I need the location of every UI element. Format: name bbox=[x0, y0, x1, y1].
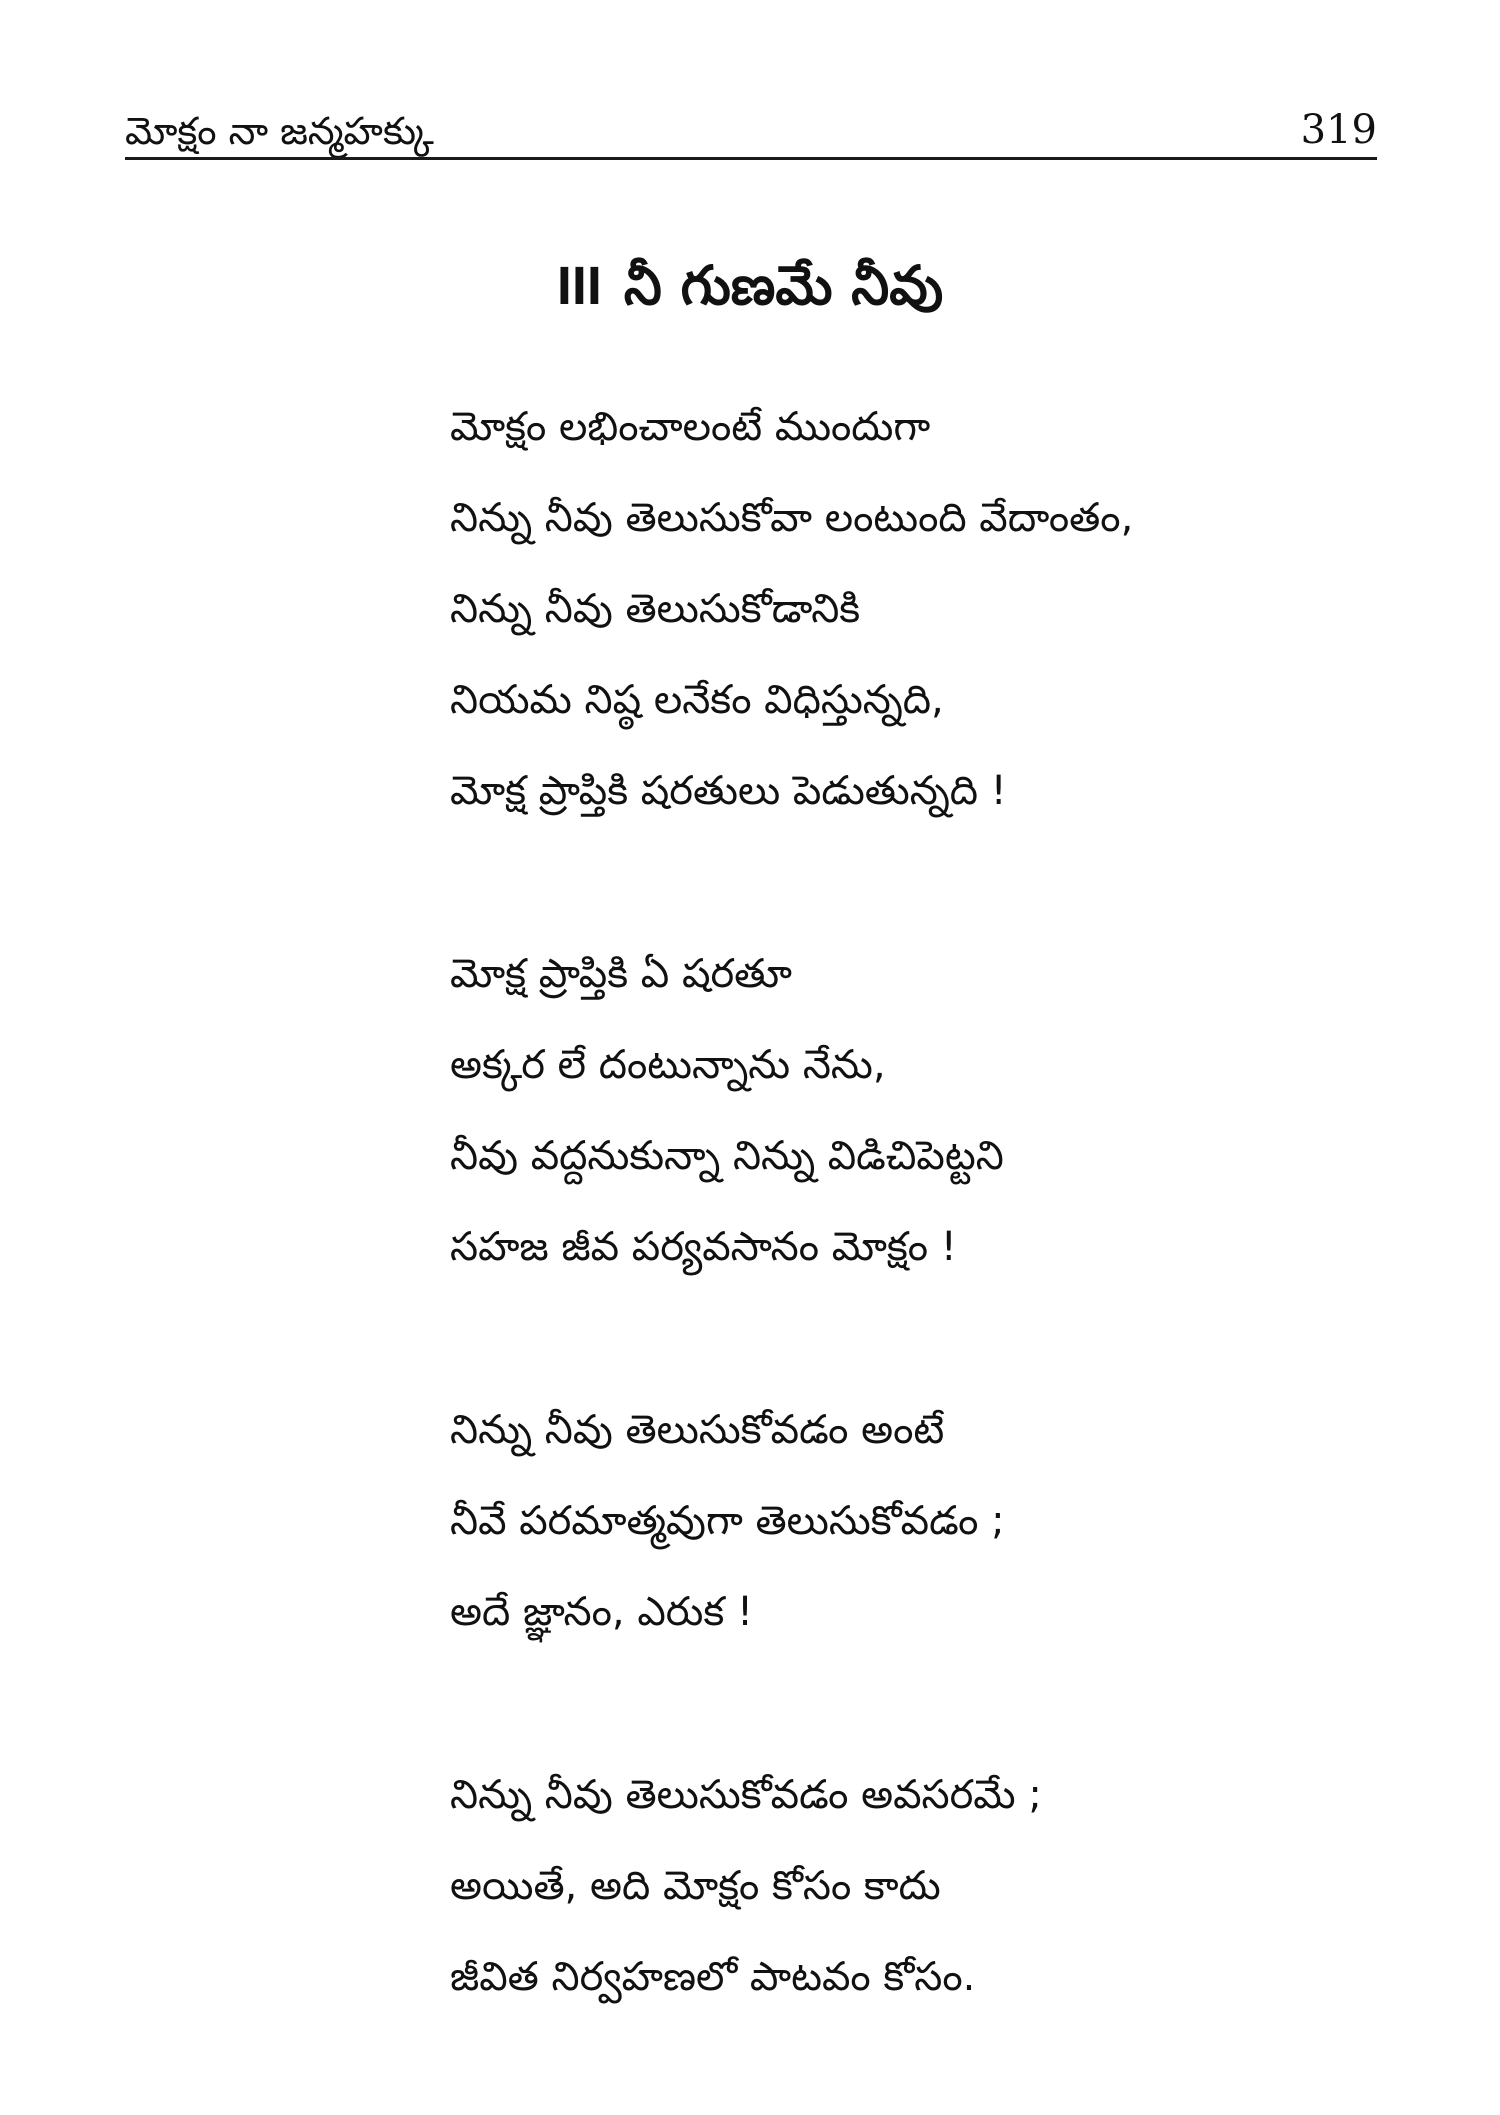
stanza bbox=[450, 929, 1450, 1293]
running-title: మోక్షం నా జన్మహక్కు bbox=[125, 109, 434, 153]
section-title bbox=[0, 254, 1500, 319]
poem-line: నీవు వద్దనుకున్నా నిన్ను విడిచిపెట్టని bbox=[450, 1133, 1004, 1179]
poem-line: నిన్ను నీవు తెలుసుకోవా లంటుంది వేదాంతం, bbox=[450, 495, 1134, 541]
poem-line: నిన్ను నీవు తెలుసుకోవడం అవసరమే ; bbox=[450, 1772, 1042, 1818]
poem-line: మోక్ష ప్రాప్తికి ఏ షరతూ bbox=[450, 951, 793, 997]
stanza bbox=[450, 1750, 1450, 2023]
poem-line: నీవే పరమాత్మవుగా తెలుసుకోవడం ; bbox=[450, 1498, 1005, 1544]
stanza bbox=[450, 382, 1450, 837]
poem-body bbox=[450, 382, 1450, 2115]
poem-line: మోక్ష ప్రాప్తికి షరతులు పెడుతున్నది ! bbox=[450, 768, 1007, 814]
poem-line: సహజ జీవ పర్యవసానం మోక్షం ! bbox=[450, 1224, 957, 1270]
poem-line: నియమ నిష్ఠ లనేకం విధిస్తున్నది, bbox=[450, 677, 944, 723]
page-number: 319 bbox=[1300, 107, 1377, 153]
running-header bbox=[125, 98, 1377, 160]
poem-line: అదే జ్ఞానం, ఎరుక ! bbox=[450, 1589, 753, 1635]
poem-line: మోక్షం లభించాలంటే ముందుగా bbox=[450, 404, 931, 450]
section-title-text: నీ గుణమే నీవు bbox=[623, 254, 944, 318]
section-numeral: III bbox=[556, 256, 602, 317]
poem-line: నిన్ను నీవు తెలుసుకోవడం అంటే bbox=[450, 1407, 945, 1453]
poem-line: జీవిత నిర్వహణలో పాటవం కోసం. bbox=[450, 1954, 976, 2000]
header-rule bbox=[125, 157, 1377, 160]
poem-line: అక్కర లే దంటున్నాను నేను, bbox=[450, 1042, 886, 1088]
poem-line: నిన్ను నీవు తెలుసుకోడానికి bbox=[450, 586, 861, 632]
stanza bbox=[450, 1385, 1450, 1658]
poem-line: అయితే, అది మోక్షం కోసం కాదు bbox=[450, 1863, 941, 1909]
